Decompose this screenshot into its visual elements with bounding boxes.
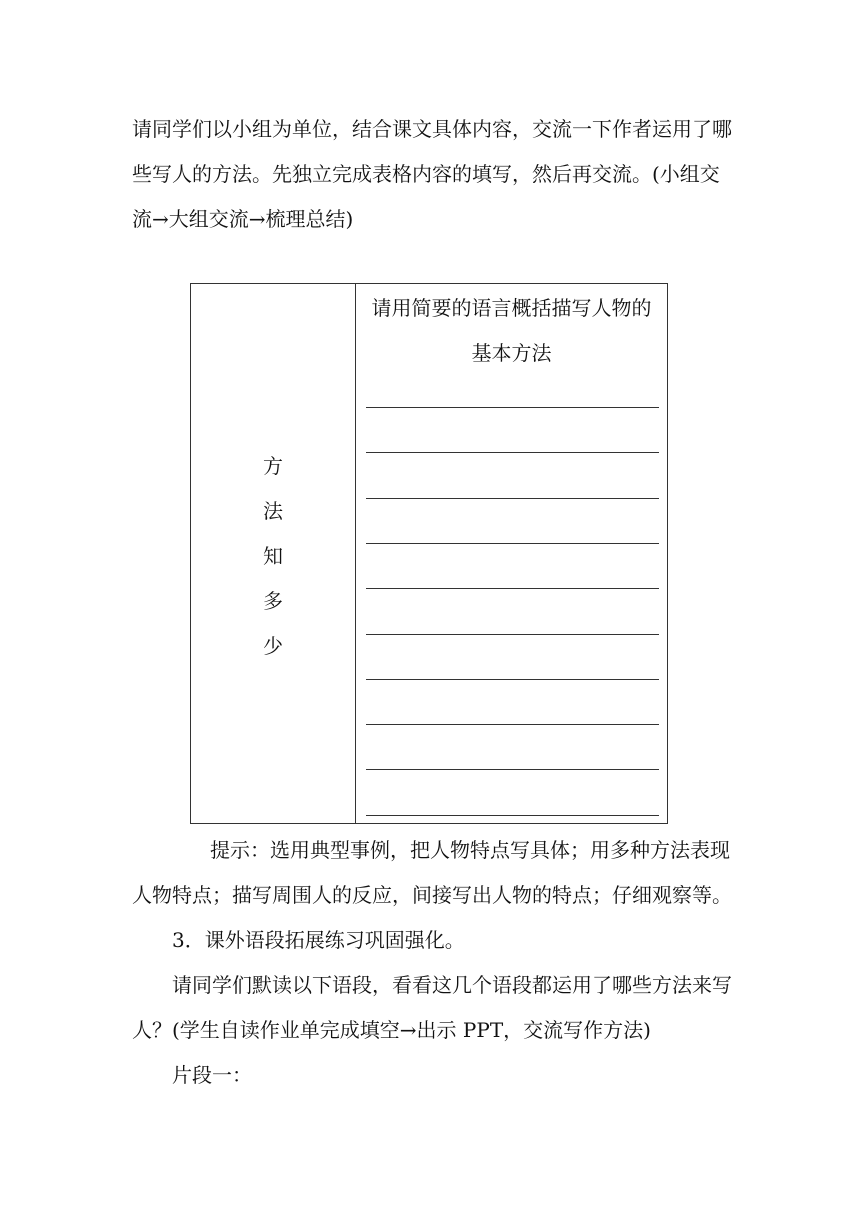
intro-line-1: 请同学们以小组为单位，结合课文具体内容，交流一下作者运用了哪 — [132, 117, 732, 141]
answer-blank-line — [366, 815, 659, 816]
fragment-label: 片段一： — [172, 1063, 252, 1087]
hint-paragraph — [132, 828, 732, 918]
answer-blank-line — [366, 498, 659, 499]
table-left-label — [191, 444, 355, 669]
hint-line-2: 人物特点；描写周围人的反应，间接写出人物的特点；仔细观察等。 — [132, 883, 732, 907]
right-header-line-2: 基本方法 — [471, 341, 552, 365]
answer-blank-line — [366, 724, 659, 725]
prompt-line-1: 请同学们默读以下语段，看看这几个语段都运用了哪些方法来写 — [172, 973, 732, 997]
answer-blank-line — [366, 407, 659, 408]
intro-line-2: 些写人的方法。先独立完成表格内容的填写，然后再交流。(小组交 — [132, 162, 720, 186]
answer-blank-line — [366, 634, 659, 635]
left-label-char: 知 — [263, 544, 283, 568]
prompt-line-2: 人？(学生自读作业单完成填空→出示 PPT，交流写作方法) — [132, 1018, 651, 1042]
hint-line-1: 提示：选用典型事例，把人物特点写具体；用多种方法表现 — [210, 838, 730, 862]
intro-paragraph — [132, 107, 732, 242]
answer-blank-line — [366, 769, 659, 770]
method-table — [190, 283, 668, 824]
answer-blank-line — [366, 679, 659, 680]
table-right-cell — [356, 284, 667, 376]
left-label-char: 多 — [263, 589, 283, 613]
intro-line-3: 流→大组交流→梳理总结) — [132, 207, 354, 231]
left-label-char: 少 — [263, 634, 283, 658]
left-label-char: 法 — [263, 499, 283, 523]
table-right-header — [356, 284, 667, 376]
answer-blank-line — [366, 543, 659, 544]
answer-blank-line — [366, 452, 659, 453]
prompt-paragraph — [132, 963, 732, 1053]
section-item-3: 3．课外语段拓展练习巩固强化。 — [172, 928, 465, 952]
left-label-char: 方 — [263, 454, 283, 478]
right-header-line-1: 请用简要的语言概括描写人物的 — [371, 296, 652, 320]
answer-blank-line — [366, 588, 659, 589]
